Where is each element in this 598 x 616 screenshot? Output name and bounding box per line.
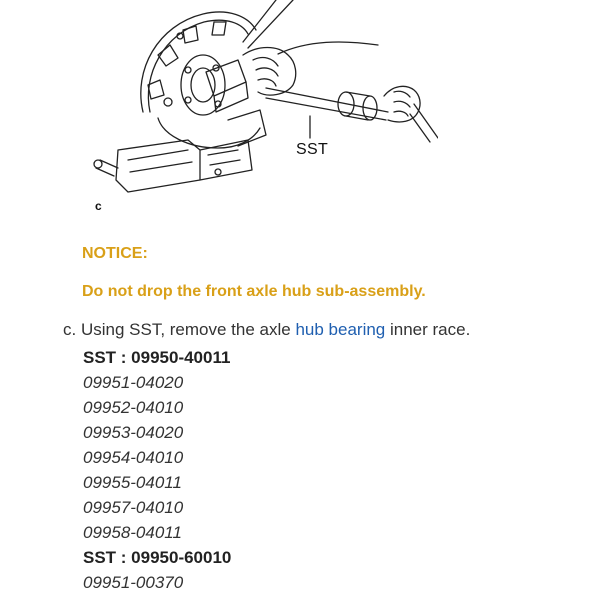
hub-bearing-link[interactable]: hub bearing (295, 320, 386, 339)
sst-part-number: 09952-04010 (83, 398, 184, 417)
sst-part-number: 09958-04011 (83, 523, 182, 542)
figure-corner-label: c (95, 199, 102, 213)
sst-part-number: 09951-00370 (83, 573, 184, 592)
procedure-step-c (63, 320, 470, 340)
sst-part-number: 09955-04011 (83, 473, 182, 492)
illustration-drawing (88, 0, 438, 215)
sst-part-number: 09954-04010 (83, 448, 184, 467)
hub-removal-illustration (88, 0, 438, 215)
sst-part-number: 09951-04020 (83, 373, 184, 392)
sst-secondary-line: SST : 09950-60010 (83, 548, 232, 567)
step-text-after: inner race. (385, 320, 471, 339)
sst-callout-label: SST (296, 141, 329, 158)
sst-primary-line: SST : 09950-40011 (83, 348, 231, 367)
step-marker: c. (63, 320, 77, 339)
step-text-before: Using SST, remove the axle (76, 320, 296, 339)
sst-part-number: 09957-04010 (83, 498, 184, 517)
sst-part-list (83, 345, 231, 595)
notice-title: NOTICE: (82, 245, 148, 262)
notice-text: Do not drop the front axle hub sub-assembly. (82, 283, 426, 300)
sst-part-number: 09953-04020 (83, 423, 184, 442)
